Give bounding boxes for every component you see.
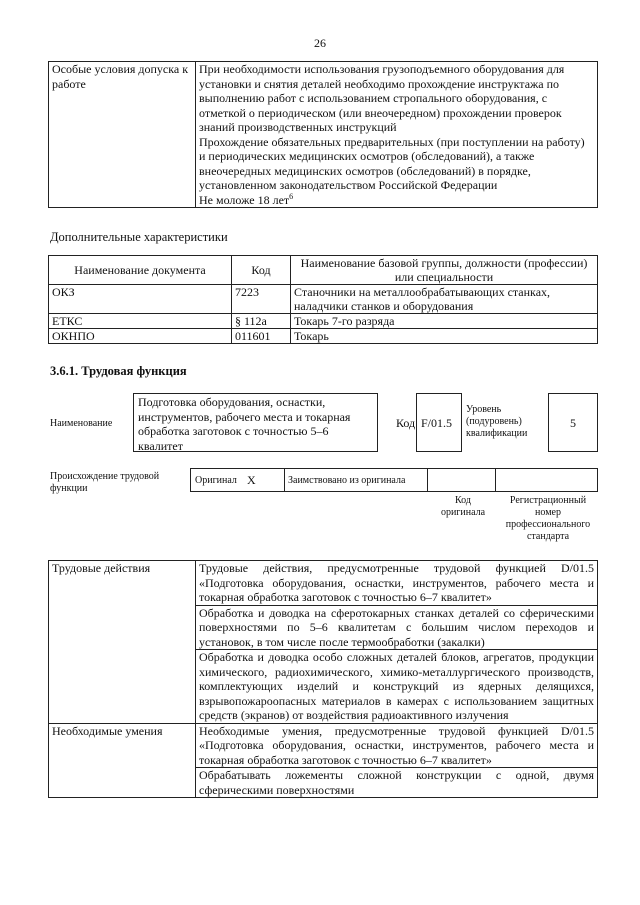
skills-cell xyxy=(196,723,598,798)
column-header: Код xyxy=(232,256,291,285)
table-cell: Токарь xyxy=(291,329,598,344)
conditions-paragraph-age: Не моложе 18 лет$^6$ xyxy=(199,191,294,207)
additional-heading: Дополнительные характеристики xyxy=(50,230,228,244)
action-item: Обработка и доводка особо сложных деталей блоков, агрегатов, продукции химического, радиохимического, химико-металлургического производств, комплектующих изделий и конструкций из ядерных делящихся, взрывопожароопасных материалов в камерах с использованием защитных средств (экранов) от воздействия радиоактивного излучения xyxy=(196,649,597,723)
actions-table xyxy=(48,560,598,798)
action-item: Трудовые действия, предусмотренные трудовой функцией D/01.5 «Подготовка оборудования, оснастки, инструментов, рабочего места и токарная обработка заготовок с точностью 6–7 квалитет» xyxy=(199,561,594,604)
borrowed-cell xyxy=(284,469,428,491)
table-row xyxy=(49,314,598,329)
footnote-mark: 6 xyxy=(289,191,294,201)
origin-label: Происхождение трудовой функции xyxy=(50,471,160,494)
table-cell: ОКНПО xyxy=(49,329,232,344)
table-cell: 011601 xyxy=(232,329,291,344)
borrowed-label: Заимствовано из оригинала xyxy=(288,475,406,486)
table-cell: ЕТКС xyxy=(49,314,232,329)
skill-item: Обрабатывать ложементы сложной конструкции с одной, двумя сферическими поверхностями xyxy=(196,767,597,797)
actions-label: Трудовые действия xyxy=(49,561,196,724)
skills-label: Необходимые умения xyxy=(49,723,196,798)
actions-cell xyxy=(196,561,598,724)
table-row xyxy=(49,723,598,798)
original-cell xyxy=(191,469,285,491)
table-row xyxy=(49,329,598,344)
function-heading: 3.6.1. Трудовая функция xyxy=(50,364,187,378)
code-caption: Код оригинала xyxy=(440,495,486,518)
table-row xyxy=(49,285,598,314)
table-cell: Токарь 7-го разряда xyxy=(291,314,598,329)
table-cell: 7223 xyxy=(232,285,291,314)
qualification-level-box: 5 xyxy=(548,393,598,452)
skill-item: Необходимые умения, предусмотренные трудовой функцией D/01.5 «Подготовка оборудования, оснастки, инструментов, рабочего места и токарная обработка заготовок с точностью 6–7 квалитет» xyxy=(199,723,594,767)
level-label: Уровень (подуровень) квалификации xyxy=(466,404,528,439)
conditions-paragraph: Прохождение обязательных предварительных (при поступлении на работу) и периодических медицинских осмотров (обследований), а также внеочередных медицинских осмотров (обследований) в порядке, установленном законодательством Российской Федерации xyxy=(199,134,585,192)
origin-row xyxy=(190,468,598,492)
action-item: Обработка и доводка на сферотокарных станках деталей со сферическими поверхностями по 5–6 квалитетам с большим числом переходов и установок, в том числе после термообработки (закалки) xyxy=(196,605,597,650)
table-cell: § 112а xyxy=(232,314,291,329)
original-mark: X xyxy=(247,473,256,487)
characteristics-table xyxy=(48,255,598,344)
original-label: Оригинал xyxy=(195,475,237,486)
reg-caption: Регистрационный номер профессионального стандарта xyxy=(505,495,591,542)
table-cell: ОКЗ xyxy=(49,285,232,314)
conditions-paragraph: При необходимости использования грузоподъемного оборудования для установки и снятия деталей необходимо прохождение инструктажа по выполнению работ с использованием стропального оборудования, с отметкой о периодическом (или внеочередном) прохождении проверок знаний производственных инструкций xyxy=(199,62,565,134)
conditions-content xyxy=(196,62,598,208)
table-row xyxy=(49,561,598,724)
column-header: Наименование базовой группы, должности (профессии) или специальности xyxy=(291,256,598,285)
original-code-cell xyxy=(427,469,496,491)
table-cell: Станочники на металлообрабатывающих станках, наладчики станков и оборудования xyxy=(291,285,598,314)
code-label: Код xyxy=(396,416,416,430)
function-code-box: F/01.5 xyxy=(416,393,462,452)
conditions-table xyxy=(48,61,598,208)
column-header: Наименование документа xyxy=(49,256,232,285)
page-number: 26 xyxy=(314,36,326,50)
name-label: Наименование xyxy=(50,418,113,429)
conditions-label: Особые условия допуска к работе xyxy=(49,62,196,208)
table-header-row xyxy=(49,256,598,285)
function-name-box: Подготовка оборудования, оснастки, инструментов, рабочего места и токарная обработка заготовок с точностью 5–6 квалитет xyxy=(133,393,378,452)
